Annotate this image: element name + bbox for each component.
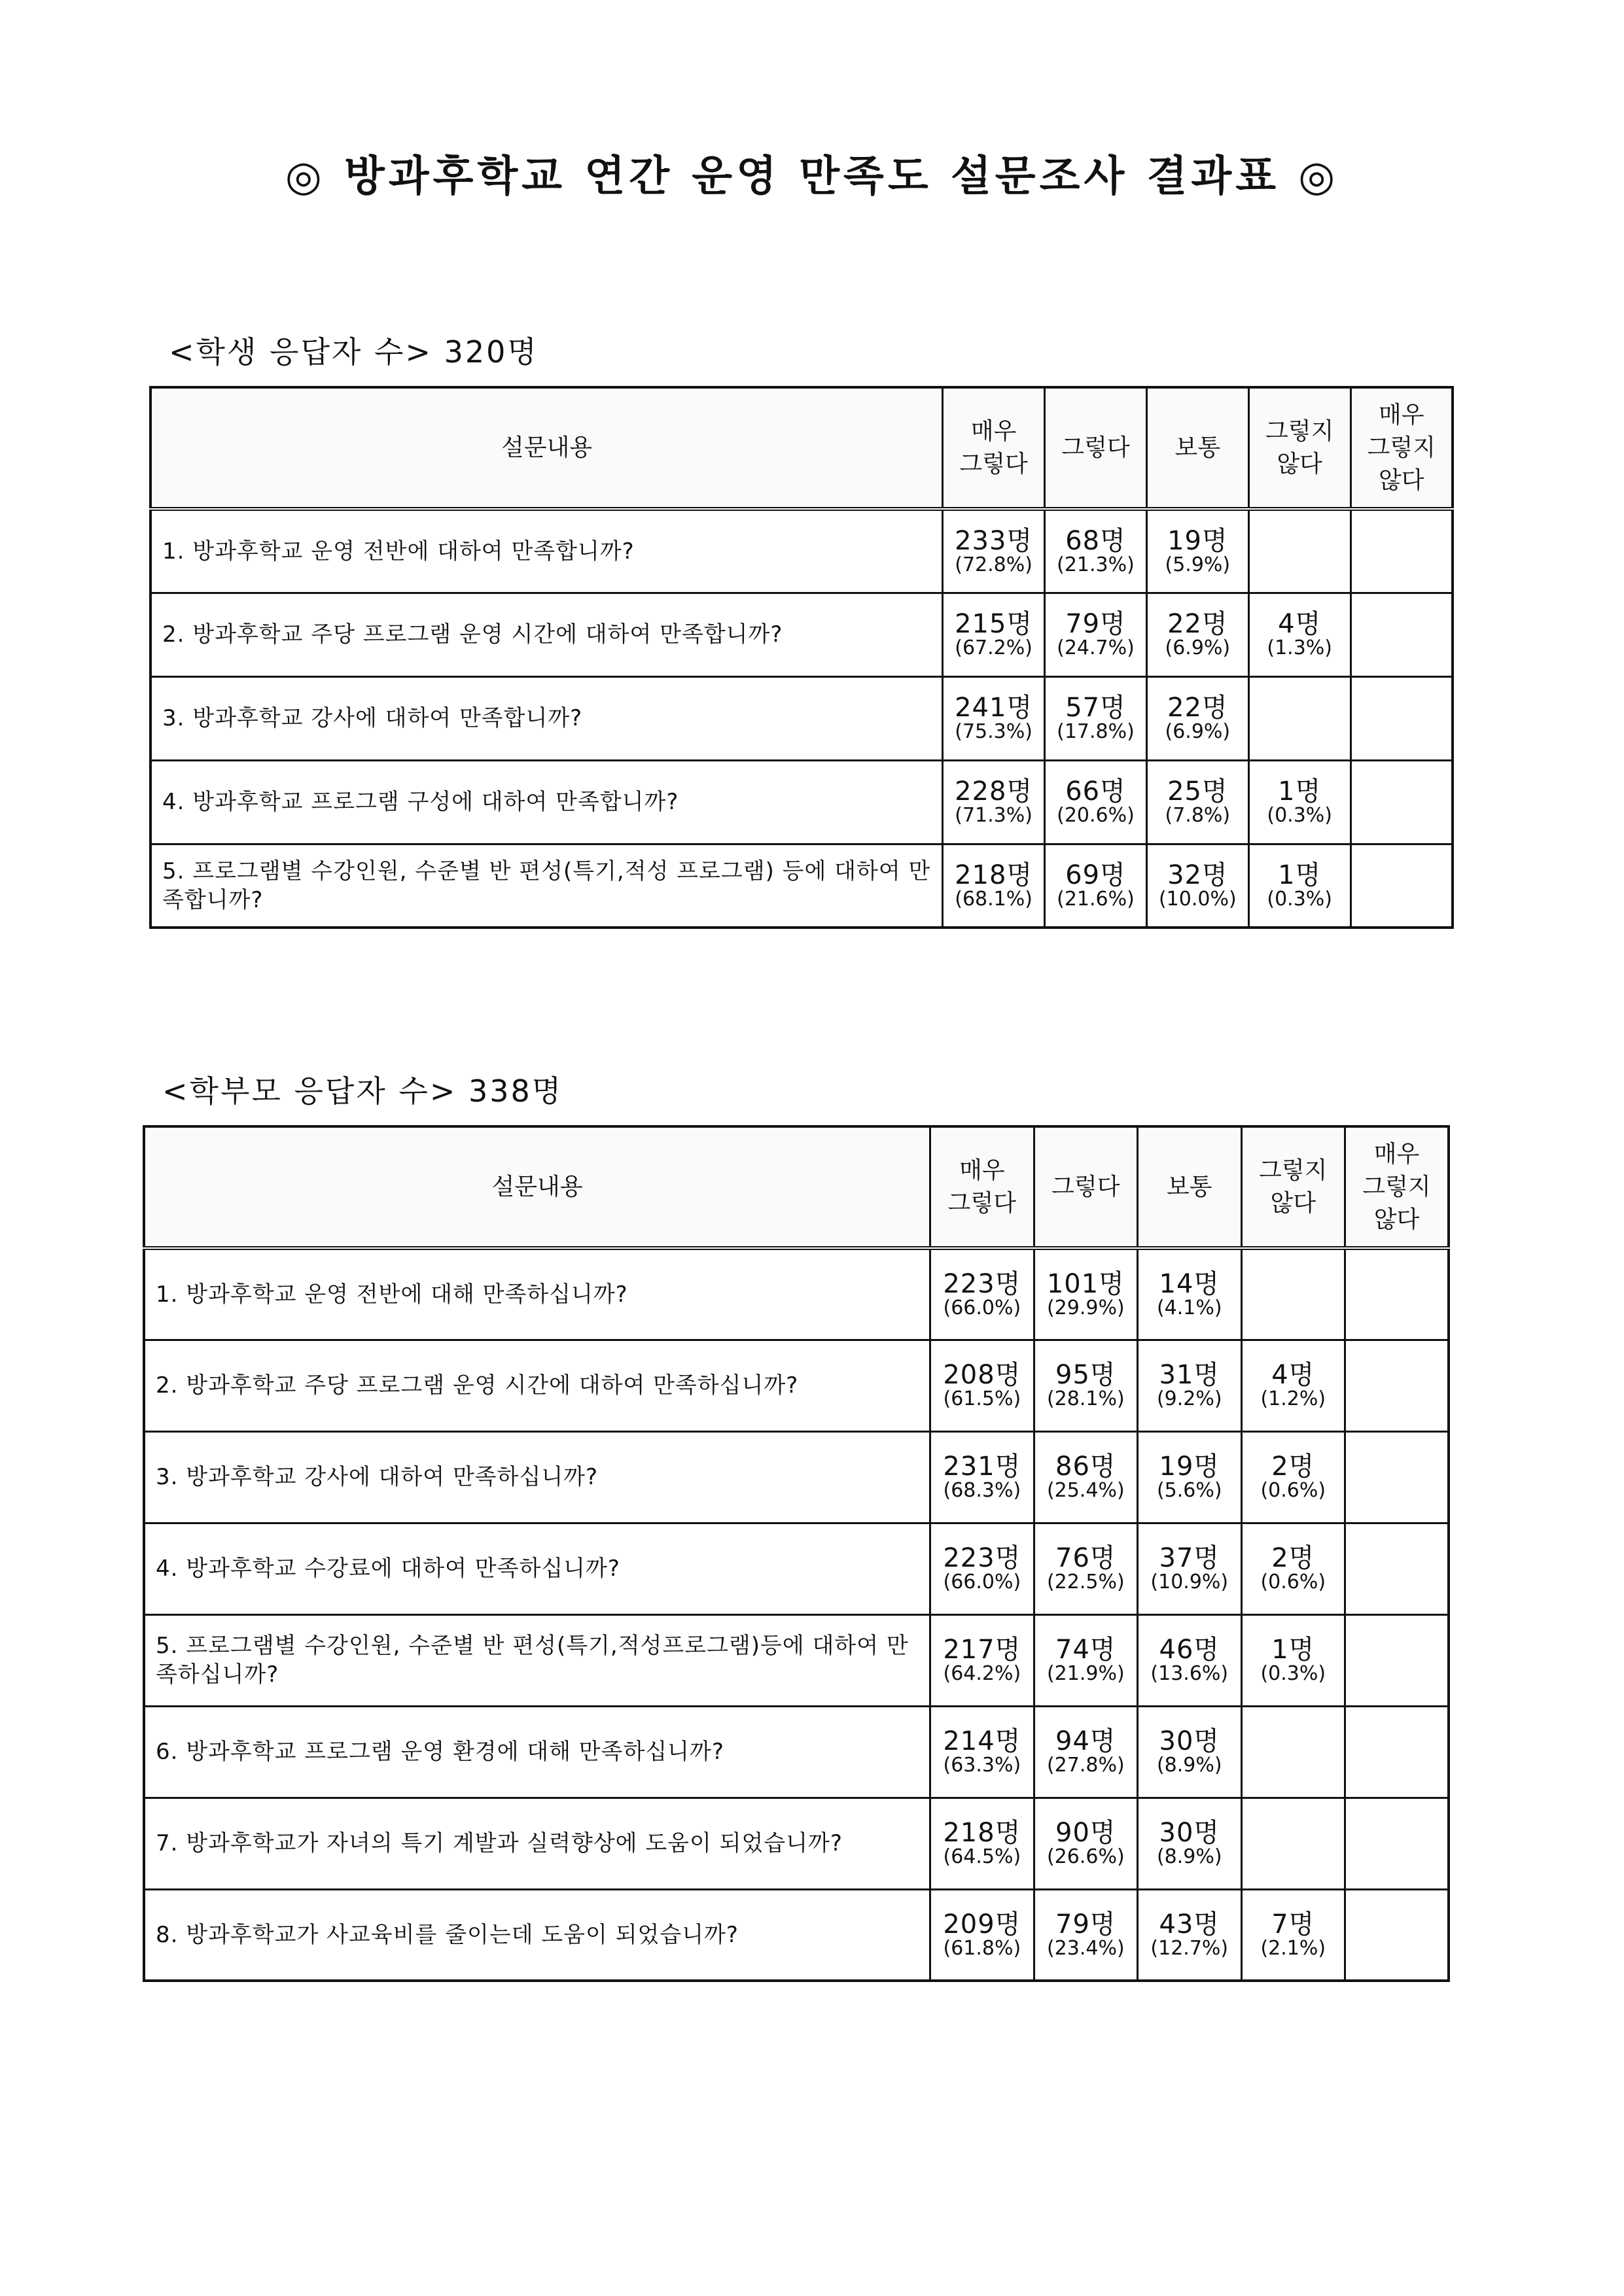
page-title: ◎ 방과후학교 연간 운영 만족도 설문조사 결과표 ◎ bbox=[285, 152, 1339, 201]
neutral-cell: 19명 (5.9%) bbox=[1146, 509, 1248, 593]
parent-respondents-label: <학부모 응답자 수> 338명 bbox=[162, 1073, 563, 1109]
no-cell bbox=[1248, 509, 1350, 593]
header-no: 그렇지 않다 bbox=[1241, 1126, 1345, 1248]
header-yes: 그렇다 bbox=[1034, 1126, 1137, 1248]
table-row bbox=[144, 1248, 1449, 1340]
yes-cell: 69명 (21.6%) bbox=[1045, 844, 1147, 928]
parent-survey-table bbox=[143, 1125, 1450, 1982]
very-no-cell bbox=[1350, 676, 1453, 760]
neutral-cell: 46명 (13.6%) bbox=[1138, 1614, 1241, 1706]
header-question: 설문내용 bbox=[150, 387, 943, 509]
header-question: 설문내용 bbox=[144, 1126, 930, 1248]
neutral-cell: 30명 (8.9%) bbox=[1138, 1798, 1241, 1889]
header-no: 그렇지 않다 bbox=[1248, 387, 1350, 509]
very-no-cell bbox=[1345, 1889, 1449, 1981]
very-yes-cell: 218명 (64.5%) bbox=[930, 1798, 1034, 1889]
very-yes-cell: 217명 (64.2%) bbox=[930, 1614, 1034, 1706]
header-neutral: 보통 bbox=[1138, 1126, 1241, 1248]
neutral-cell: 32명 (10.0%) bbox=[1146, 844, 1248, 928]
header-neutral: 보통 bbox=[1146, 387, 1248, 509]
table-row bbox=[144, 1340, 1449, 1431]
very-yes-cell: 233명 (72.8%) bbox=[943, 509, 1045, 593]
very-no-cell bbox=[1350, 593, 1453, 676]
very-no-cell bbox=[1345, 1340, 1449, 1431]
yes-cell: 90명 (26.6%) bbox=[1034, 1798, 1137, 1889]
yes-cell: 79명 (23.4%) bbox=[1034, 1889, 1137, 1981]
very-yes-cell: 223명 (66.0%) bbox=[930, 1248, 1034, 1340]
no-cell: 1명 (0.3%) bbox=[1241, 1614, 1345, 1706]
header-very-no: 매우 그렇지 않다 bbox=[1350, 387, 1453, 509]
question-text: 5. 프로그램별 수강인원, 수준별 반 편성(특기,적성 프로그램) 등에 대하여 만족합니까? bbox=[150, 844, 943, 928]
very-yes-cell: 231명 (68.3%) bbox=[930, 1431, 1034, 1523]
table-row bbox=[150, 676, 1453, 760]
yes-cell: 101명 (29.9%) bbox=[1034, 1248, 1137, 1340]
very-yes-cell: 223명 (66.0%) bbox=[930, 1523, 1034, 1614]
table-row bbox=[150, 593, 1453, 676]
question-text: 4. 방과후학교 프로그램 구성에 대하여 만족합니까? bbox=[150, 760, 943, 844]
yes-cell: 95명 (28.1%) bbox=[1034, 1340, 1137, 1431]
table-header-row bbox=[150, 387, 1453, 509]
student-survey-table bbox=[149, 386, 1454, 929]
question-text: 6. 방과후학교 프로그램 운영 환경에 대해 만족하십니까? bbox=[144, 1706, 930, 1798]
table-row bbox=[144, 1431, 1449, 1523]
very-yes-cell: 228명 (71.3%) bbox=[943, 760, 1045, 844]
no-cell: 1명 (0.3%) bbox=[1248, 844, 1350, 928]
question-text: 8. 방과후학교가 사교육비를 줄이는데 도움이 되었습니까? bbox=[144, 1889, 930, 1981]
neutral-cell: 22명 (6.9%) bbox=[1146, 676, 1248, 760]
yes-cell: 66명 (20.6%) bbox=[1045, 760, 1147, 844]
yes-cell: 94명 (27.8%) bbox=[1034, 1706, 1137, 1798]
very-yes-cell: 241명 (75.3%) bbox=[943, 676, 1045, 760]
table-row bbox=[150, 844, 1453, 928]
table-row bbox=[150, 760, 1453, 844]
no-cell: 4명 (1.3%) bbox=[1248, 593, 1350, 676]
neutral-cell: 25명 (7.8%) bbox=[1146, 760, 1248, 844]
no-cell: 7명 (2.1%) bbox=[1241, 1889, 1345, 1981]
very-no-cell bbox=[1345, 1614, 1449, 1706]
very-no-cell bbox=[1350, 760, 1453, 844]
no-cell bbox=[1241, 1248, 1345, 1340]
question-text: 3. 방과후학교 강사에 대하여 만족합니까? bbox=[150, 676, 943, 760]
very-no-cell bbox=[1345, 1798, 1449, 1889]
table-row bbox=[144, 1706, 1449, 1798]
question-text: 2. 방과후학교 주당 프로그램 운영 시간에 대하여 만족하십니까? bbox=[144, 1340, 930, 1431]
no-cell bbox=[1248, 676, 1350, 760]
neutral-cell: 14명 (4.1%) bbox=[1138, 1248, 1241, 1340]
neutral-cell: 30명 (8.9%) bbox=[1138, 1706, 1241, 1798]
very-yes-cell: 209명 (61.8%) bbox=[930, 1889, 1034, 1981]
question-text: 3. 방과후학교 강사에 대하여 만족하십니까? bbox=[144, 1431, 930, 1523]
very-no-cell bbox=[1345, 1706, 1449, 1798]
table-row bbox=[144, 1889, 1449, 1981]
header-very-yes: 매우 그렇다 bbox=[930, 1126, 1034, 1248]
very-yes-cell: 214명 (63.3%) bbox=[930, 1706, 1034, 1798]
table-row bbox=[144, 1798, 1449, 1889]
no-cell: 4명 (1.2%) bbox=[1241, 1340, 1345, 1431]
table-header-row bbox=[144, 1126, 1449, 1248]
header-very-yes: 매우 그렇다 bbox=[943, 387, 1045, 509]
very-no-cell bbox=[1350, 509, 1453, 593]
very-no-cell bbox=[1345, 1431, 1449, 1523]
no-cell: 2명 (0.6%) bbox=[1241, 1523, 1345, 1614]
yes-cell: 74명 (21.9%) bbox=[1034, 1614, 1137, 1706]
question-text: 5. 프로그램별 수강인원, 수준별 반 편성(특기,적성프로그램)등에 대하여 만족하십니까? bbox=[144, 1614, 930, 1706]
yes-cell: 86명 (25.4%) bbox=[1034, 1431, 1137, 1523]
header-yes: 그렇다 bbox=[1045, 387, 1147, 509]
question-text: 1. 방과후학교 운영 전반에 대하여 만족합니까? bbox=[150, 509, 943, 593]
header-very-no: 매우 그렇지 않다 bbox=[1345, 1126, 1449, 1248]
neutral-cell: 37명 (10.9%) bbox=[1138, 1523, 1241, 1614]
very-yes-cell: 208명 (61.5%) bbox=[930, 1340, 1034, 1431]
very-no-cell bbox=[1350, 844, 1453, 928]
neutral-cell: 43명 (12.7%) bbox=[1138, 1889, 1241, 1981]
very-no-cell bbox=[1345, 1248, 1449, 1340]
no-cell: 2명 (0.6%) bbox=[1241, 1431, 1345, 1523]
table-row bbox=[144, 1523, 1449, 1614]
neutral-cell: 22명 (6.9%) bbox=[1146, 593, 1248, 676]
very-no-cell bbox=[1345, 1523, 1449, 1614]
table-row bbox=[144, 1614, 1449, 1706]
yes-cell: 76명 (22.5%) bbox=[1034, 1523, 1137, 1614]
question-text: 1. 방과후학교 운영 전반에 대해 만족하십니까? bbox=[144, 1248, 930, 1340]
neutral-cell: 31명 (9.2%) bbox=[1138, 1340, 1241, 1431]
table-row bbox=[150, 509, 1453, 593]
no-cell bbox=[1241, 1798, 1345, 1889]
question-text: 7. 방과후학교가 자녀의 특기 계발과 실력향상에 도움이 되었습니까? bbox=[144, 1798, 930, 1889]
very-yes-cell: 218명 (68.1%) bbox=[943, 844, 1045, 928]
question-text: 2. 방과후학교 주당 프로그램 운영 시간에 대하여 만족합니까? bbox=[150, 593, 943, 676]
no-cell bbox=[1241, 1706, 1345, 1798]
yes-cell: 79명 (24.7%) bbox=[1045, 593, 1147, 676]
very-yes-cell: 215명 (67.2%) bbox=[943, 593, 1045, 676]
yes-cell: 57명 (17.8%) bbox=[1045, 676, 1147, 760]
student-respondents-label: <학생 응답자 수> 320명 bbox=[169, 334, 538, 370]
question-text: 4. 방과후학교 수강료에 대하여 만족하십니까? bbox=[144, 1523, 930, 1614]
neutral-cell: 19명 (5.6%) bbox=[1138, 1431, 1241, 1523]
yes-cell: 68명 (21.3%) bbox=[1045, 509, 1147, 593]
no-cell: 1명 (0.3%) bbox=[1248, 760, 1350, 844]
